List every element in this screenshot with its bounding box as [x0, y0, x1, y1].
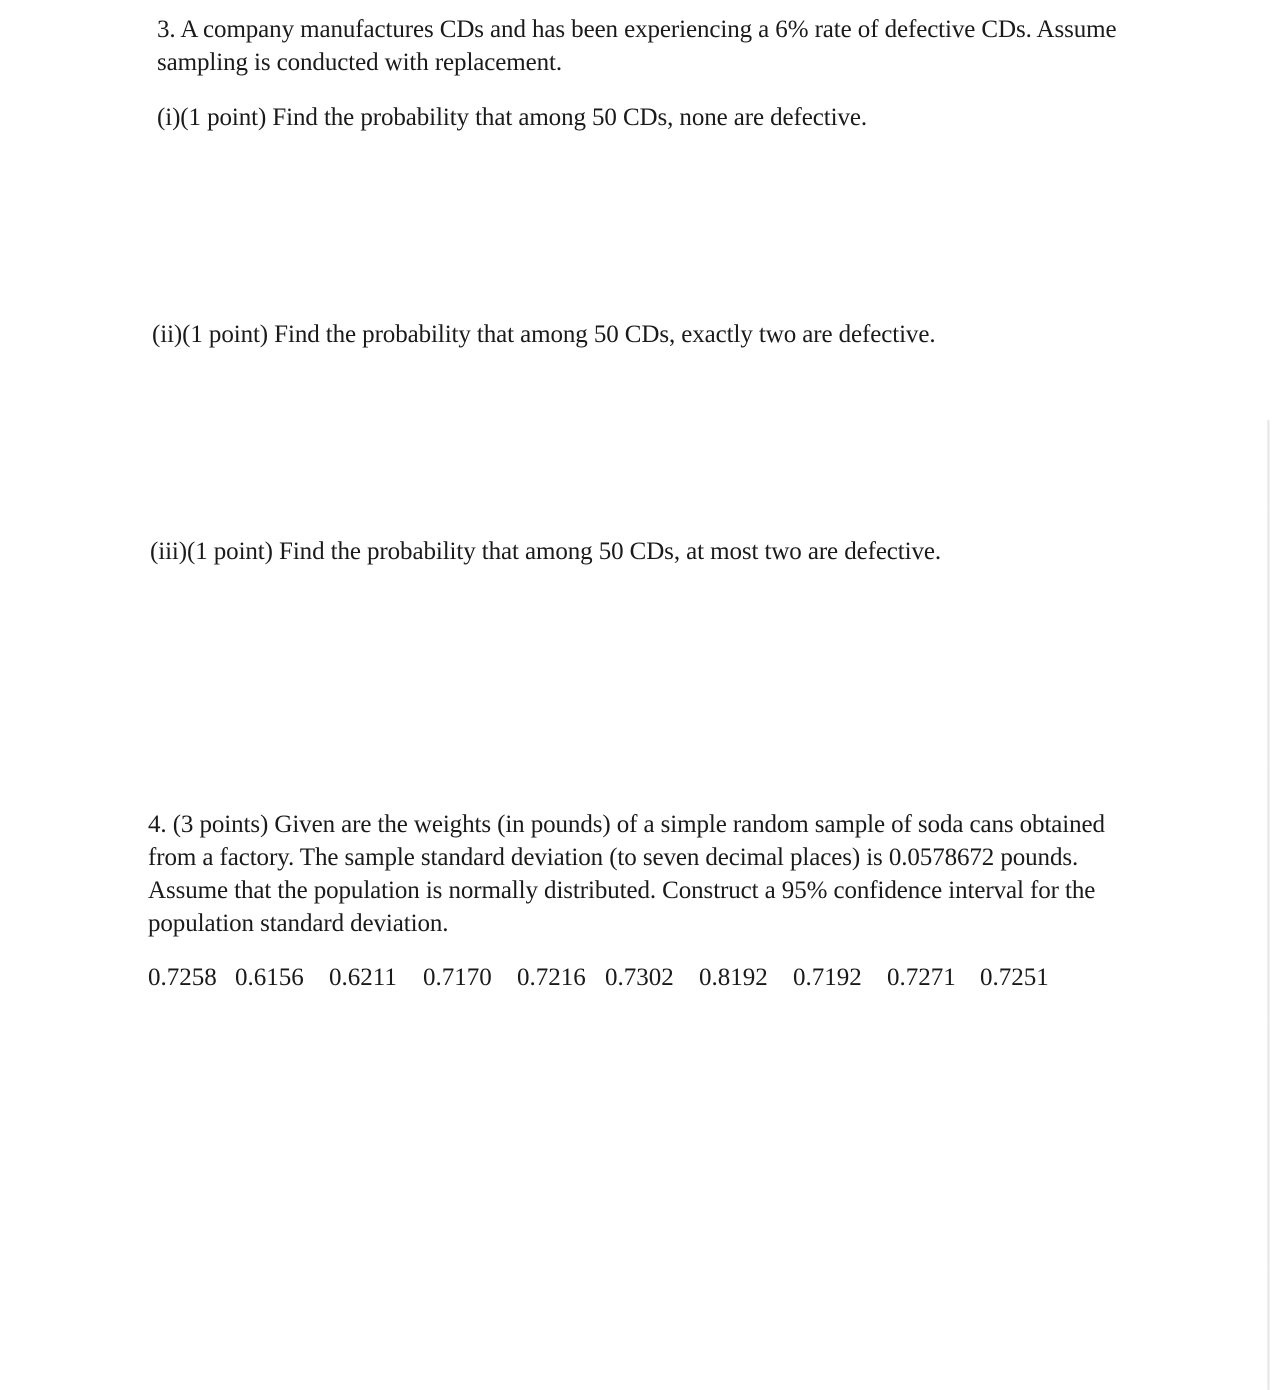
- question-3-intro: 3. A company manufactures CDs and has been experiencing a 6% rate of defective CDs. Assume sampling is conducted with replacement.: [157, 16, 1117, 76]
- page-edge-shadow: [1267, 420, 1270, 1390]
- weight-value: 0.7251: [980, 964, 1049, 991]
- weight-value: 0.7271: [887, 964, 956, 991]
- weight-value: 0.7302: [605, 964, 674, 991]
- question-3-part-iii: (iii)(1 point) Find the probability that among 50 CDs, at most two are defective.: [150, 538, 942, 565]
- weight-value: 0.7258: [148, 964, 217, 991]
- question-3-part-i: (i)(1 point) Find the probability that among 50 CDs, none are defective.: [157, 104, 867, 131]
- weight-value: 0.6211: [329, 964, 397, 991]
- weight-value: 0.8192: [699, 964, 768, 991]
- weight-value: 0.7170: [423, 964, 492, 991]
- weight-value: 0.7216: [517, 964, 586, 991]
- question-4-text: 4. (3 points) Given are the weights (in pounds) of a simple random sample of soda cans obtained from a factory. The sample standard deviation (to seven decimal places) is 0.0578672 pounds. Assume that the population is normally distributed. Construct a 95% confidence interval for the population standard deviation.: [148, 811, 1105, 937]
- weight-value: 0.6156: [235, 964, 304, 991]
- weight-value: 0.7192: [793, 964, 862, 991]
- question-3-part-ii: (ii)(1 point) Find the probability that among 50 CDs, exactly two are defective.: [152, 321, 936, 348]
